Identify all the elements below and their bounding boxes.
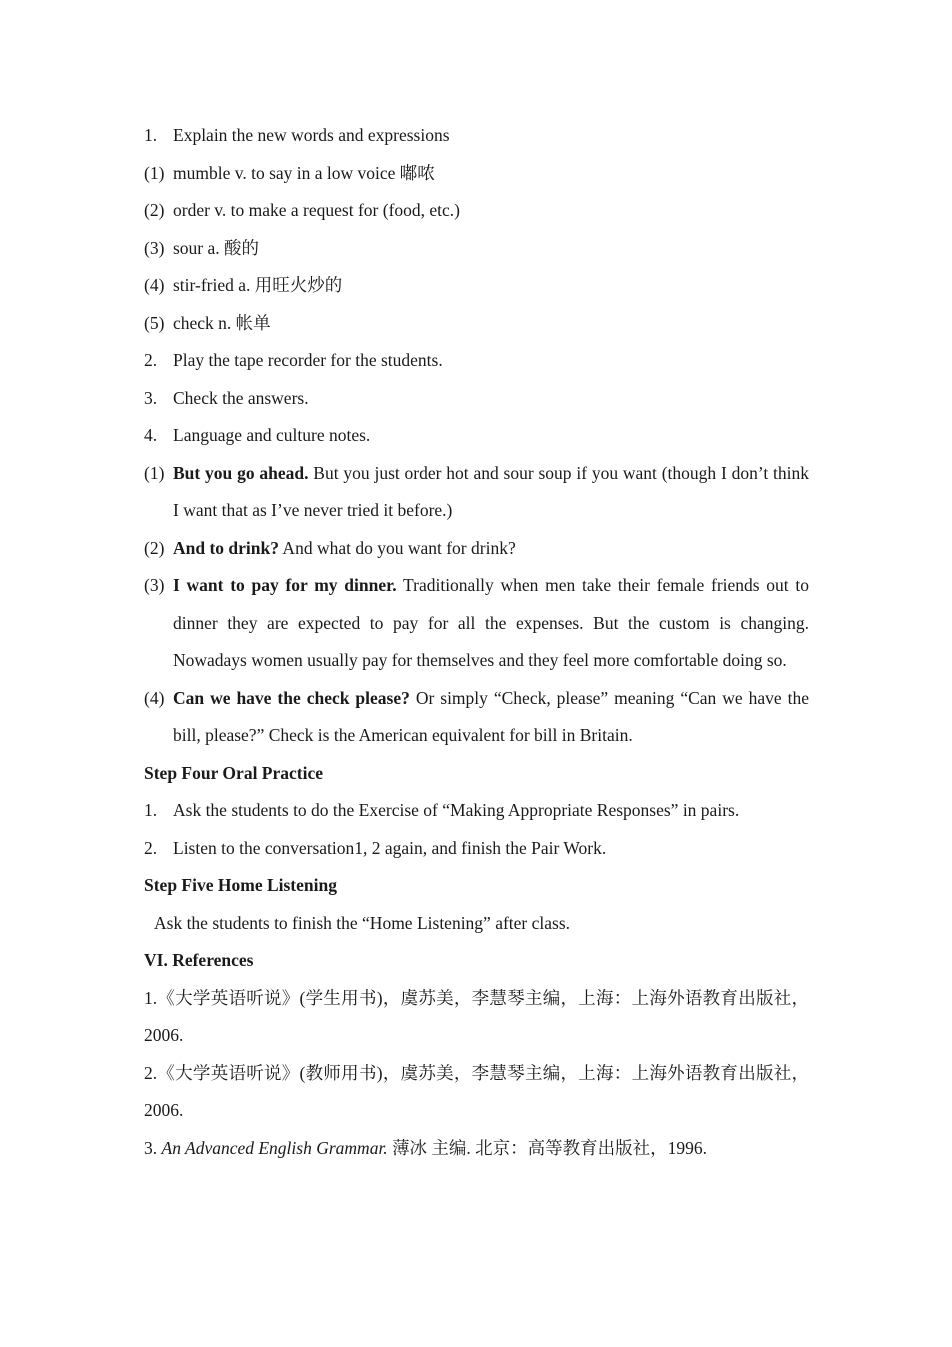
item-number: 2. [144,837,158,858]
item-number: (5) [144,312,165,333]
vocab-item [144,155,809,193]
item-number: (4) [144,687,165,708]
vocab-item [144,305,809,343]
note-text: Traditionally when men take their female friends out to dinner they are expected to pay for all the expenses. But the custom is changing. Nowadays women usually pay for themselves and they feel more comfortable doing so. [173,575,810,670]
item-text: mumble v. to say in a low voice 嘟哝 [173,162,435,183]
item-text: Explain the new words and expressions [173,125,450,145]
vocab-item [144,267,809,305]
item-number: 3. [144,1137,162,1158]
note-text: Or simply “Check, please” meaning “Can we have the bill, please?” Check is the American equivalent for bill in Britain. [173,687,810,745]
section-heading: Step Five Home Listening [144,875,337,895]
item-text: Ask the students to do the Exercise of “Making Appropriate Responses” in pairs. [173,800,740,820]
note-item [144,680,809,755]
note-phrase: Can we have the check please? [173,687,410,708]
item-text: 薄冰 主编. 北京：高等教育出版社，1996. [387,1137,708,1158]
item-number: 4. [144,425,158,445]
list-item [144,830,809,868]
list-item [144,380,809,418]
note-text: And what do you want for drink? [279,537,516,558]
list-item [144,792,809,830]
item-text: order v. to make a request for (food, etc.) [173,200,461,220]
item-number: (3) [144,575,165,595]
item-text: Listen to the conversation1, 2 again, and finish the Pair Work. [173,837,607,858]
reference-item [144,1130,809,1168]
item-text: check n. 帐单 [173,312,271,333]
section-heading: VI. References [144,950,254,970]
note-item [144,455,809,530]
vocab-item [144,230,809,268]
vocab-item [144,192,809,230]
list-item [144,417,809,455]
paragraph: Ask the students to finish the “Home Listening” after class. [154,912,571,933]
item-number: (1) [144,462,165,483]
note-phrase: I want to pay for my dinner. [173,575,397,595]
reference-title: An Advanced English Grammar. [161,1137,388,1158]
item-number: (4) [144,275,165,295]
item-text: Language and culture notes. [173,425,371,445]
item-number: 1. [144,800,158,820]
document-content [144,117,809,1167]
reference-item: 2.《大学英语听说》(教师用书)，虞苏美，李慧琴主编，上海：上海外语教育出版社，2006. [144,1062,809,1120]
item-number: (2) [144,537,165,558]
list-item [144,117,809,155]
list-item [144,342,809,380]
note-phrase: But you go ahead. [173,462,309,483]
note-item [144,530,809,568]
item-number: (3) [144,237,165,258]
item-text: sour a. 酸的 [173,237,260,258]
item-number: 1. [144,125,158,145]
item-text: Check the answers. [173,387,309,408]
note-text: But you just order hot and sour soup if you want (though I don’t think I want that as I’ve never tried it before.) [173,462,809,520]
item-number: 2. [144,350,158,370]
item-text: Play the tape recorder for the students. [173,350,443,370]
item-number: (1) [144,162,165,183]
note-item [144,567,809,680]
section-heading: Step Four Oral Practice [144,762,323,783]
note-phrase: And to drink? [173,537,280,558]
item-text: stir-fried a. 用旺火炒的 [173,275,343,295]
reference-item: 1.《大学英语听说》(学生用书)，虞苏美，李慧琴主编，上海：上海外语教育出版社，2006. [144,987,809,1045]
item-number: 3. [144,387,158,408]
item-number: (2) [144,200,165,220]
